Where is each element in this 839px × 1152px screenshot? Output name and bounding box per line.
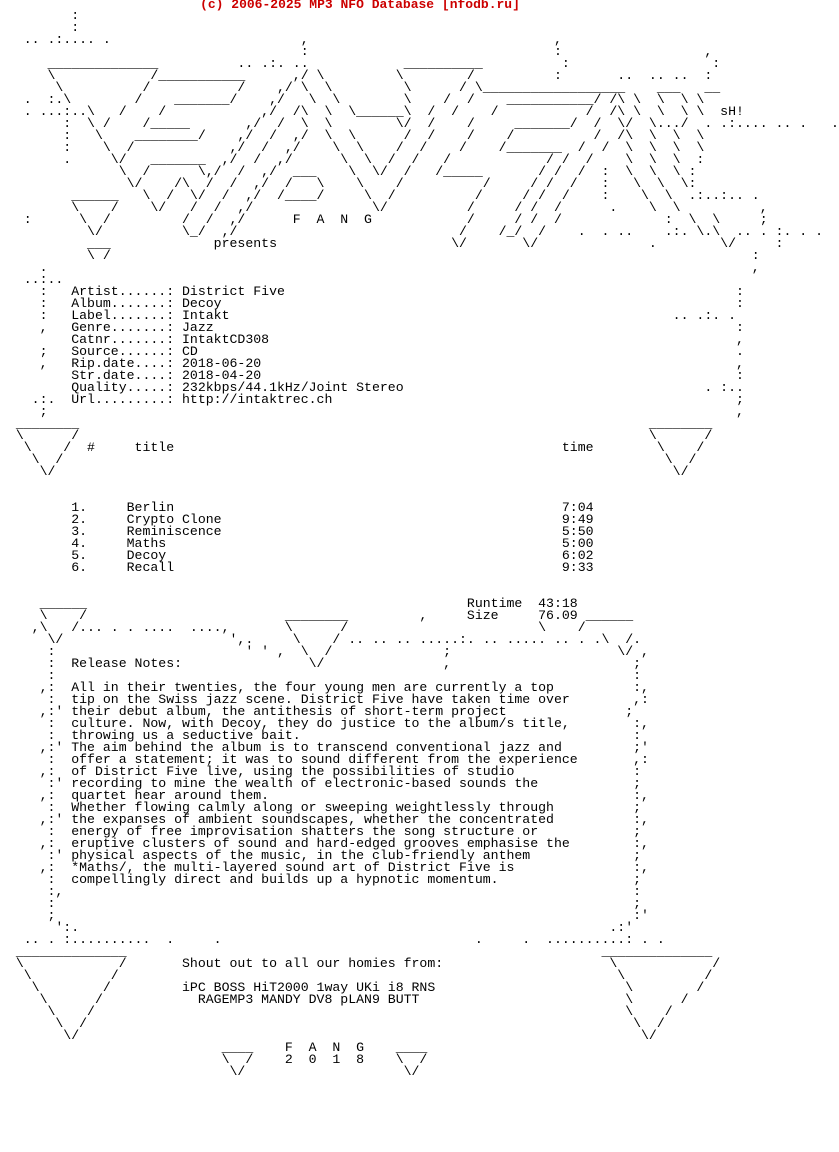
nfo-ascii-art-text: : : .. .:.... . , , : : , ______________ .. .:. .. __________ : : \ /___________ ,/ \ \ / : .. .. .. : \ / / ,/ \ \ \ / \__________________ ___ __ . :.\ / _______/ ,/ \ \ \ / / ___________/ /\ \ \ \ \ . ...:..\ / / ,/ /\ \ \______\ / / / / /\ \ \ \ \ sH! : \ / /_____ ,/ / \ \ \/ / / _______/ / \/ \.../ . .:.... .. . . : \ ________/ ,/ / ,/ \ \ / / / / / /\ \ \ \ : \ / ,/ / ,/ \ \ / / / /_______ / / \ \ \ \ . \/ _______ ,/ / ,/ \ \ / / / / / / \ \ \ : \ / \,/ / ,/ ___ \ \/ / /_____ / / / : \ \ \ : \/ /\ / / ,/ / \ \ / / / / / : \ \ \: ______ \ / \/ / ,/ /____/ \ / / / / / : \ \ .:..:.. . \ / \/ / / ,/ \/ / / / / . \ \ , : \ / / / ,/ F A N G / / / / : \ \ ; \/ \_/ ,/ / /_/ / . . .. .:. \.\ .. . :. . . ___ presents \/ \/ . \/ : \ / : . , ..:.. : Artist......: District Five : : Album.......: Decoy : : Label.......: Intakt .. .:. . , Genre.......: Jazz : Catnr.......: IntaktCD308 , ; Source......: CD . , Rip.date....: 2018-06-20 , Str.date....: 2018-04-20 : Quality.....: 232kbps/44.1kHz/Joint Stereo . :.. .:. Url.........: http://intaktrec.ch ; ; , ________ ________ \ / \ / \ / # title time \ / \ / \ / \/ \/ 1. Berlin 7:04 2. Crypto Clone 9:49 3. Reminiscence 5:50 4. Maths 5:00 5. Decoy 6:02 6. Recall 9:33 ______ Runtime 43:18 \ / ________ , Size 76.09 ______ ,\ /... . . .... ...., \ / \ / \/ ',. \ / .. .. .. .....:. .. ..... .. . .\ /. : ' ' , \ / ; \/ , : Release Notes: \/ , ; : : ,: All in their twenties, the four young men are currently a top :, : tip on the Swiss jazz scene. District Five have taken time over ,: ,:' their debut album, the antithesis of short-term project ; : culture. Now, with Decoy, they do justice to the album/s title, :, : throwing us a seductive bait. : ,:' The aim behind the album is to transcend conventional jazz and ;' : offer a statement; it was to sound different from the experience ,: ,: of District Five live, using the possibilities of studio : :' recording to mine the wealth of electronic-based sounds the ; ,: quartet hear around them. :, : Whether flowing calmly along or sweeping weightlessly through ; ,:' the expanses of ambient soundscapes, whether the concentrated :, : energy of free improvisation shatters the song structure or ; ,: eruptive clusters of sound and hard-edged grooves emphasise the :, :' physical aspects of the music, in the club-friendly anthem ; ,: *Maths/, the multi-layered sound art of District Five is :, : compellingly direct and builds up a hypnotic momentum. ; :, : : ; ; :' ':. .:' .. . :.......... . . . . ..........: . . ______________ ______________ \ / Shout out to all our homies from: \ / \ / \ / \ / iPC BOSS HiT2000 1way UKi i8 RNS \ / \ / RAGEMP3 MANDY DV8 pLAN9 BUTT \ / \ / \ / \ / \ / \/ \/ ____ F A N G ____ \ / 2 0 1 8 \ / \/ \/ [15, 8, 839, 1079]
nfodb-credit-header[interactable]: (c) 2006-2025 MP3 NFO Database [nfodb.ru] [200, 0, 520, 12]
